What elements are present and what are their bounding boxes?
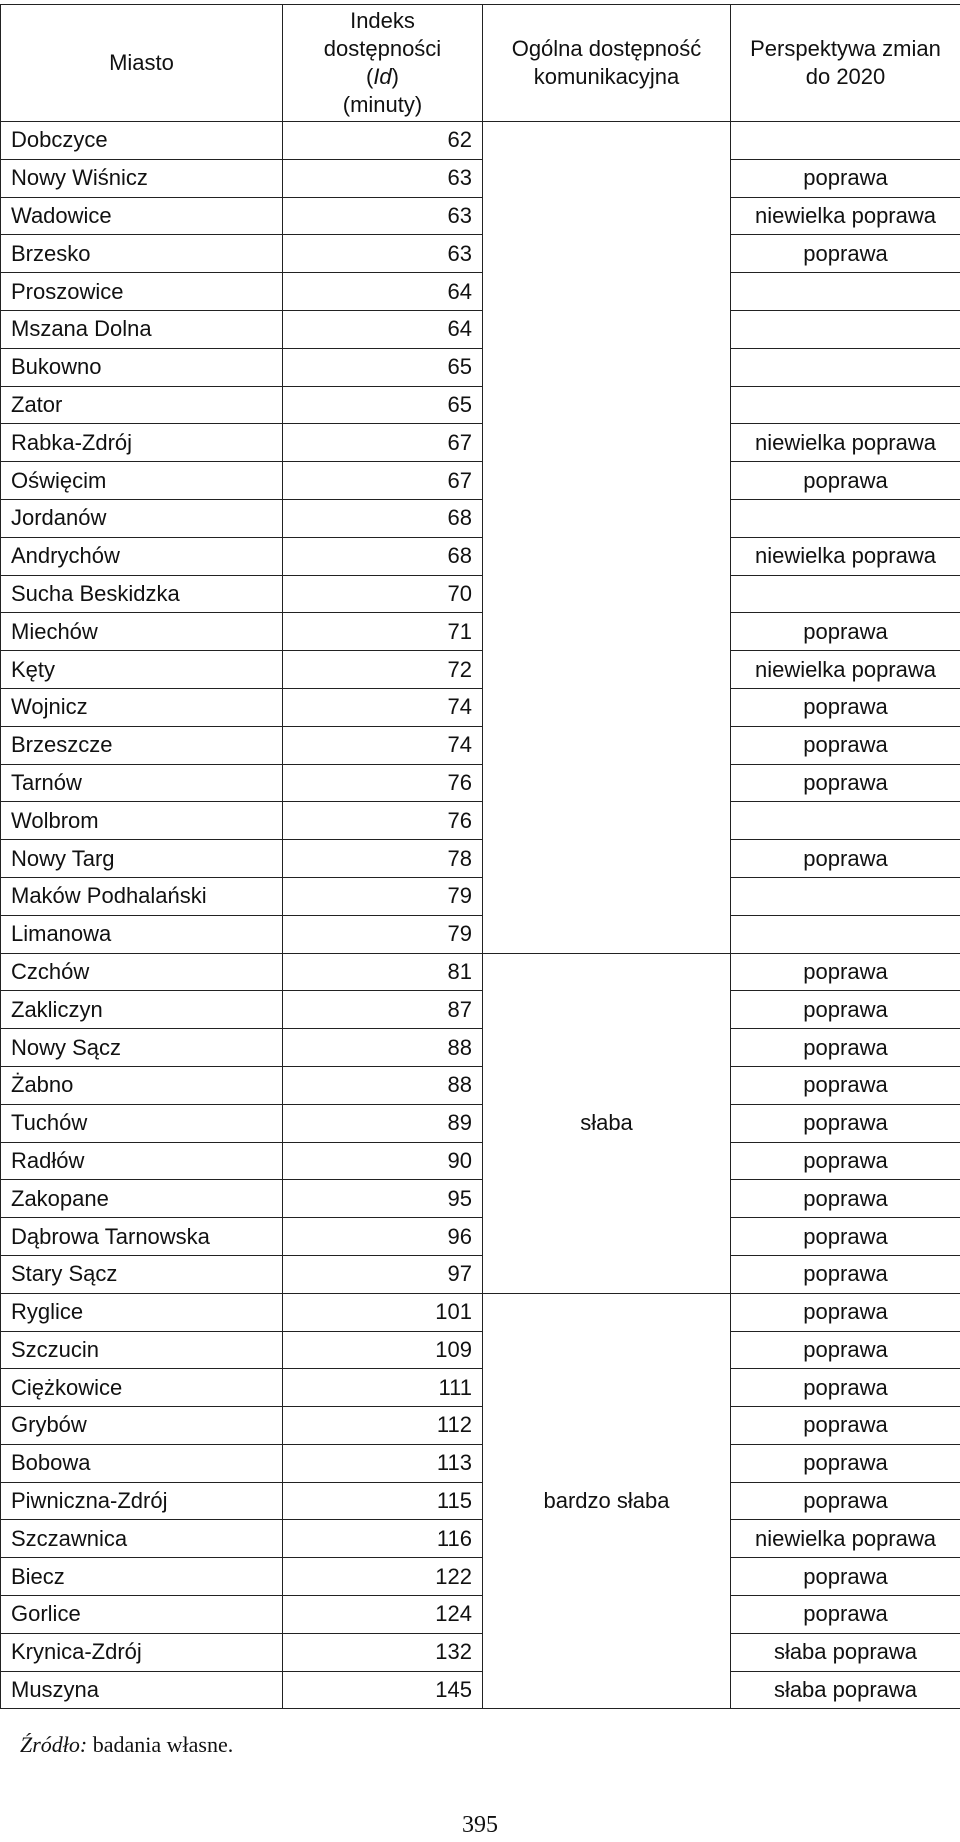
perspective-cell: poprawa [731, 1255, 960, 1293]
city-cell: Wojnicz [1, 688, 283, 726]
table-row [1, 273, 960, 311]
index-cell: 115 [283, 1482, 483, 1520]
index-cell: 68 [283, 537, 483, 575]
perspective-cell: poprawa [731, 613, 960, 651]
table-row [1, 310, 960, 348]
city-cell: Proszowice [1, 273, 283, 311]
city-cell: Zator [1, 386, 283, 424]
city-cell: Ciężkowice [1, 1369, 283, 1407]
perspective-cell: niewielka poprawa [731, 424, 960, 462]
table-row [1, 1482, 960, 1520]
city-cell: Miechów [1, 613, 283, 651]
table-row [1, 1633, 960, 1671]
source-label: Źródło: [20, 1732, 88, 1757]
table-row [1, 915, 960, 953]
index-cell: 124 [283, 1596, 483, 1634]
index-cell: 74 [283, 688, 483, 726]
city-cell: Radłów [1, 1142, 283, 1180]
perspective-cell [731, 877, 960, 915]
perspective-cell: poprawa [731, 1029, 960, 1067]
table-row [1, 348, 960, 386]
source-note [20, 1732, 233, 1758]
perspective-cell [731, 122, 960, 160]
index-cell: 109 [283, 1331, 483, 1369]
city-cell: Ryglice [1, 1293, 283, 1331]
index-cell: 62 [283, 122, 483, 160]
table-header-row [1, 5, 960, 122]
perspective-cell: poprawa [731, 1331, 960, 1369]
table-row [1, 122, 960, 160]
table-row [1, 802, 960, 840]
index-cell: 79 [283, 877, 483, 915]
header-access-line1: Ogólna dostępność [511, 36, 702, 61]
city-cell: Wolbrom [1, 802, 283, 840]
city-cell: Czchów [1, 953, 283, 991]
table-row [1, 235, 960, 273]
header-index-paren-close: ) [391, 64, 399, 89]
index-cell: 65 [283, 348, 483, 386]
table-row [1, 1369, 960, 1407]
header-index-line3 [283, 63, 482, 91]
city-cell: Grybów [1, 1407, 283, 1445]
table-row [1, 1180, 960, 1218]
index-cell: 95 [283, 1180, 483, 1218]
table-row [1, 462, 960, 500]
index-cell: 68 [283, 499, 483, 537]
table-row [1, 1331, 960, 1369]
index-cell: 72 [283, 651, 483, 689]
table-row [1, 499, 960, 537]
index-cell: 90 [283, 1142, 483, 1180]
index-cell: 87 [283, 991, 483, 1029]
city-cell: Jordanów [1, 499, 283, 537]
index-cell: 76 [283, 802, 483, 840]
table-row [1, 1444, 960, 1482]
city-cell: Tarnów [1, 764, 283, 802]
index-cell: 65 [283, 386, 483, 424]
city-cell: Piwniczna-Zdrój [1, 1482, 283, 1520]
index-cell: 113 [283, 1444, 483, 1482]
city-cell: Nowy Targ [1, 840, 283, 878]
city-cell: Stary Sącz [1, 1255, 283, 1293]
index-cell: 67 [283, 424, 483, 462]
perspective-cell: poprawa [731, 953, 960, 991]
table-row [1, 1671, 960, 1709]
table-row [1, 1142, 960, 1180]
city-cell: Brzesko [1, 235, 283, 273]
index-cell: 96 [283, 1218, 483, 1256]
city-cell: Kęty [1, 651, 283, 689]
table-row [1, 424, 960, 462]
perspective-cell: słaba poprawa [731, 1671, 960, 1709]
index-cell: 101 [283, 1293, 483, 1331]
table-row [1, 1596, 960, 1634]
table-row [1, 1255, 960, 1293]
city-cell: Mszana Dolna [1, 310, 283, 348]
header-index [283, 5, 483, 122]
header-perspective [731, 5, 960, 122]
header-index-line1: Indeks [350, 8, 415, 33]
header-persp-line1: Perspektywa zmian [750, 36, 941, 61]
perspective-cell: poprawa [731, 1407, 960, 1445]
index-cell: 76 [283, 764, 483, 802]
header-index-symbol: Id [373, 64, 392, 89]
table-row [1, 159, 960, 197]
table-row [1, 651, 960, 689]
source-text: badania własne. [87, 1732, 234, 1757]
table-row [1, 613, 960, 651]
table-row [1, 764, 960, 802]
table-row [1, 1104, 960, 1142]
header-access [483, 5, 731, 122]
city-cell: Oświęcim [1, 462, 283, 500]
perspective-cell: poprawa [731, 688, 960, 726]
perspective-cell: poprawa [731, 840, 960, 878]
index-cell: 63 [283, 197, 483, 235]
perspective-cell: poprawa [731, 1444, 960, 1482]
city-cell: Maków Podhalański [1, 877, 283, 915]
index-cell: 112 [283, 1407, 483, 1445]
perspective-cell [731, 273, 960, 311]
header-index-paren-open: ( [365, 64, 374, 89]
index-cell: 116 [283, 1520, 483, 1558]
city-cell: Bukowno [1, 348, 283, 386]
perspective-cell: poprawa [731, 1482, 960, 1520]
city-cell: Zakopane [1, 1180, 283, 1218]
index-cell: 122 [283, 1558, 483, 1596]
perspective-cell: poprawa [731, 1218, 960, 1256]
perspective-cell: niewielka poprawa [731, 651, 960, 689]
perspective-cell: poprawa [731, 1104, 960, 1142]
table-row [1, 575, 960, 613]
index-cell: 88 [283, 1029, 483, 1067]
index-cell: 71 [283, 613, 483, 651]
city-cell: Dąbrowa Tarnowska [1, 1218, 283, 1256]
table-row [1, 953, 960, 991]
perspective-cell: niewielka poprawa [731, 1520, 960, 1558]
table-row [1, 688, 960, 726]
perspective-cell: poprawa [731, 991, 960, 1029]
city-cell: Wadowice [1, 197, 283, 235]
city-cell: Sucha Beskidzka [1, 575, 283, 613]
city-cell: Gorlice [1, 1596, 283, 1634]
city-cell: Andrychów [1, 537, 283, 575]
index-cell: 63 [283, 235, 483, 273]
header-city [1, 5, 283, 122]
city-cell: Krynica-Zdrój [1, 1633, 283, 1671]
table-row [1, 1293, 960, 1331]
city-cell: Szczucin [1, 1331, 283, 1369]
city-cell: Nowy Sącz [1, 1029, 283, 1067]
perspective-cell [731, 310, 960, 348]
index-cell: 97 [283, 1255, 483, 1293]
table-row [1, 386, 960, 424]
table-row [1, 840, 960, 878]
header-index-line4: (minuty) [342, 92, 423, 117]
city-cell: Rabka-Zdrój [1, 424, 283, 462]
header-index-line2: dostępności [323, 36, 442, 61]
index-cell: 67 [283, 462, 483, 500]
city-cell: Dobczyce [1, 122, 283, 160]
access-group-cell [483, 122, 731, 954]
accessibility-table [0, 4, 960, 1709]
perspective-cell: poprawa [731, 462, 960, 500]
index-cell: 78 [283, 840, 483, 878]
perspective-cell: poprawa [731, 1180, 960, 1218]
table-row [1, 1558, 960, 1596]
city-cell: Brzeszcze [1, 726, 283, 764]
perspective-cell: poprawa [731, 764, 960, 802]
perspective-cell [731, 802, 960, 840]
index-cell: 64 [283, 273, 483, 311]
perspective-cell: słaba poprawa [731, 1633, 960, 1671]
table-row [1, 1520, 960, 1558]
header-persp-line2: do 2020 [805, 64, 886, 89]
table-body [1, 122, 960, 1709]
city-cell: Żabno [1, 1066, 283, 1104]
index-cell: 145 [283, 1671, 483, 1709]
index-cell: 132 [283, 1633, 483, 1671]
perspective-cell: poprawa [731, 1066, 960, 1104]
table-row [1, 1066, 960, 1104]
perspective-cell [731, 386, 960, 424]
table-row [1, 197, 960, 235]
table-row [1, 1029, 960, 1067]
index-cell: 79 [283, 915, 483, 953]
perspective-cell: poprawa [731, 1558, 960, 1596]
header-city-label: Miasto [109, 50, 174, 75]
table-row [1, 877, 960, 915]
table-row [1, 1407, 960, 1445]
access-group-cell: słaba [483, 953, 731, 1293]
perspective-cell [731, 915, 960, 953]
perspective-cell: niewielka poprawa [731, 197, 960, 235]
index-cell: 74 [283, 726, 483, 764]
perspective-cell [731, 575, 960, 613]
table-row [1, 537, 960, 575]
table-row [1, 1218, 960, 1256]
table-row [1, 991, 960, 1029]
perspective-cell: poprawa [731, 726, 960, 764]
access-group-cell: bardzo słaba [483, 1293, 731, 1709]
perspective-cell [731, 499, 960, 537]
index-cell: 63 [283, 159, 483, 197]
city-cell: Nowy Wiśnicz [1, 159, 283, 197]
city-cell: Zakliczyn [1, 991, 283, 1029]
index-cell: 111 [283, 1369, 483, 1407]
perspective-cell: poprawa [731, 235, 960, 273]
perspective-cell: poprawa [731, 1293, 960, 1331]
header-access-line2: komunikacyjna [533, 64, 680, 89]
perspective-cell: poprawa [731, 159, 960, 197]
perspective-cell: poprawa [731, 1596, 960, 1634]
city-cell: Biecz [1, 1558, 283, 1596]
perspective-cell [731, 348, 960, 386]
index-cell: 70 [283, 575, 483, 613]
city-cell: Szczawnica [1, 1520, 283, 1558]
city-cell: Tuchów [1, 1104, 283, 1142]
index-cell: 81 [283, 953, 483, 991]
perspective-cell: poprawa [731, 1142, 960, 1180]
perspective-cell: poprawa [731, 1369, 960, 1407]
perspective-cell: niewielka poprawa [731, 537, 960, 575]
city-cell: Limanowa [1, 915, 283, 953]
index-cell: 89 [283, 1104, 483, 1142]
city-cell: Bobowa [1, 1444, 283, 1482]
index-cell: 88 [283, 1066, 483, 1104]
index-cell: 64 [283, 310, 483, 348]
page-number: 395 [462, 1812, 498, 1838]
city-cell: Muszyna [1, 1671, 283, 1709]
table-row [1, 726, 960, 764]
